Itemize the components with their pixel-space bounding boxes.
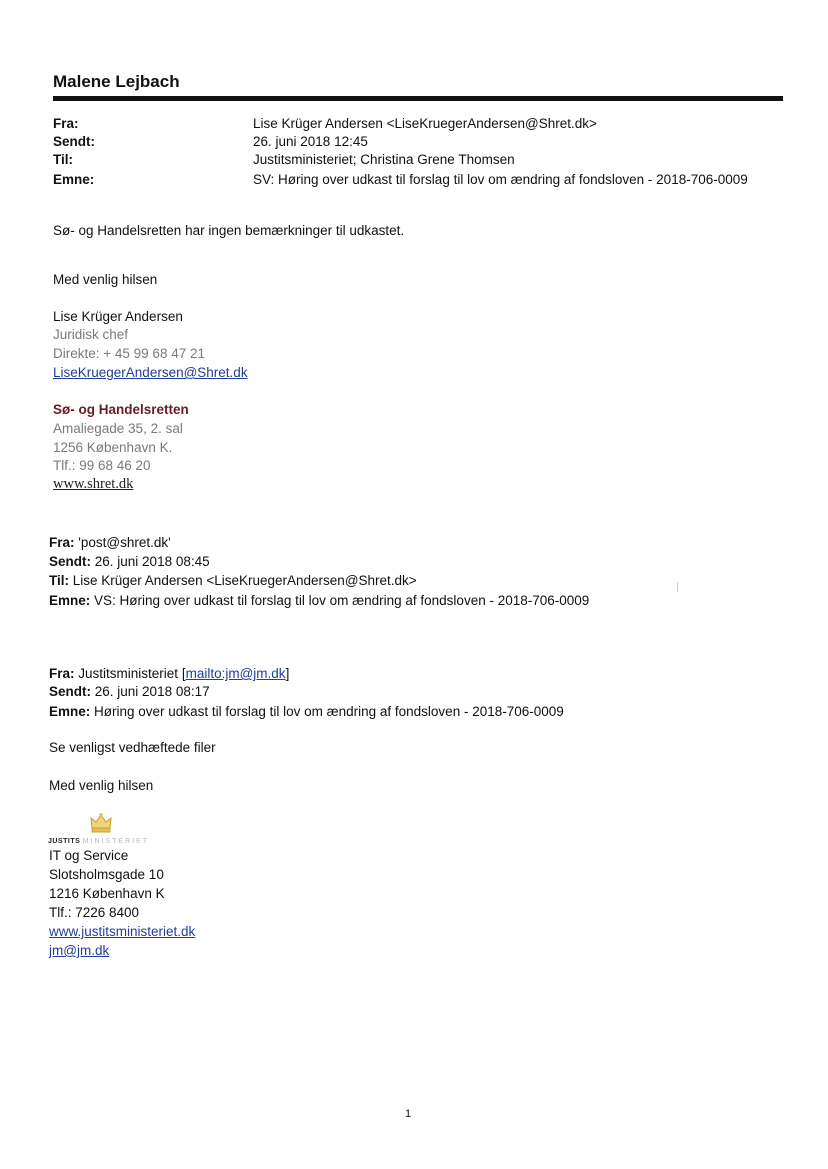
forward2-greeting: Med venlig hilsen (49, 778, 154, 793)
header-row-to (53, 152, 783, 170)
header-value: 26. juni 2018 12:45 (253, 134, 368, 149)
scan-speck (677, 582, 678, 592)
ministry-address-line1: Slotsholmsgade 10 (49, 867, 164, 882)
value: 26. juni 2018 08:45 (94, 554, 210, 569)
label: Emne: (49, 593, 91, 608)
forward1-sent (49, 554, 210, 569)
greeting: Med venlig hilsen (53, 272, 158, 287)
header-value: Lise Krüger Andersen <LiseKruegerAndersen@Shret.dk> (253, 116, 597, 131)
value: Justitsministeriet (78, 666, 179, 681)
ministry-dept: IT og Service (49, 848, 129, 863)
value: 'post@shret.dk' (78, 535, 171, 550)
ministry-email-link[interactable]: jm@jm.dk (49, 943, 110, 958)
ministry-web-link[interactable]: www.justitsministeriet.dk (49, 924, 196, 939)
forward2-from (49, 666, 289, 681)
ministry-address-line2: 1216 København K (49, 886, 165, 901)
header-label: Fra: (53, 116, 79, 131)
org-name: Sø- og Handelsretten (53, 402, 189, 417)
value: Lise Krüger Andersen <LiseKruegerAndersen@Shret.dk> (72, 573, 417, 588)
label: Sendt: (49, 684, 91, 699)
mailto-link[interactable]: mailto:jm@jm.dk (185, 666, 286, 681)
label: Emne: (49, 704, 91, 719)
logo-word2: MINISTERIET (82, 838, 150, 845)
label: Sendt: (49, 554, 91, 569)
header-row-from (53, 116, 783, 134)
org-phone: Tlf.: 99 68 46 20 (53, 458, 151, 473)
crown-icon (89, 812, 113, 834)
forward2-subject (49, 704, 564, 719)
org-web-link[interactable]: www.shret.dk (53, 476, 134, 492)
org-address-line1: Amaliegade 35, 2. sal (53, 421, 183, 436)
header-label: Emne: (53, 172, 95, 187)
signature-email-link[interactable]: LiseKruegerAndersen@Shret.dk (53, 365, 248, 380)
forward1-to (49, 573, 417, 588)
value: 26. juni 2018 08:17 (94, 684, 210, 699)
forward2-sent (49, 684, 210, 699)
page-number: 1 (405, 1108, 412, 1120)
header-rule (53, 96, 783, 101)
logo-word1: JUSTITS (48, 838, 81, 845)
value: VS: Høring over udkast til forslag til lov om ændring af fondsloven - 2018-706-0009 (94, 593, 590, 608)
bracket-open: [ (181, 666, 186, 681)
signature-title: Juridisk chef (53, 327, 129, 342)
message-text: Sø- og Handelsretten har ingen bemærkninger til udkastet. (53, 223, 405, 238)
bracket-close: ] (285, 666, 290, 681)
forward1-subject (49, 593, 589, 608)
header-value: Justitsministeriet; Christina Grene Thomsen (253, 152, 515, 167)
org-address-line2: 1256 København K. (53, 440, 173, 455)
label: Fra: (49, 535, 75, 550)
header-row-sent (53, 134, 783, 152)
forward1-from (49, 535, 171, 550)
ministry-logo (48, 838, 149, 845)
signature-name: Lise Krüger Andersen (53, 309, 183, 324)
header-row-subject (53, 172, 783, 190)
header-label: Sendt: (53, 134, 95, 149)
forward2-message: Se venligst vedhæftede filer (49, 740, 216, 755)
page-title: Malene Lejbach (53, 72, 180, 91)
header-label: Til: (53, 152, 73, 167)
ministry-phone: Tlf.: 7226 8400 (49, 905, 140, 920)
value: Høring over udkast til forslag til lov om ændring af fondsloven - 2018-706-0009 (94, 704, 564, 719)
signature-phone: Direkte: + 45 99 68 47 21 (53, 346, 205, 361)
label: Fra: (49, 666, 75, 681)
header-value: SV: Høring over udkast til forslag til lov om ændring af fondsloven - 2018-706-0009 (253, 172, 748, 187)
label: Til: (49, 573, 69, 588)
